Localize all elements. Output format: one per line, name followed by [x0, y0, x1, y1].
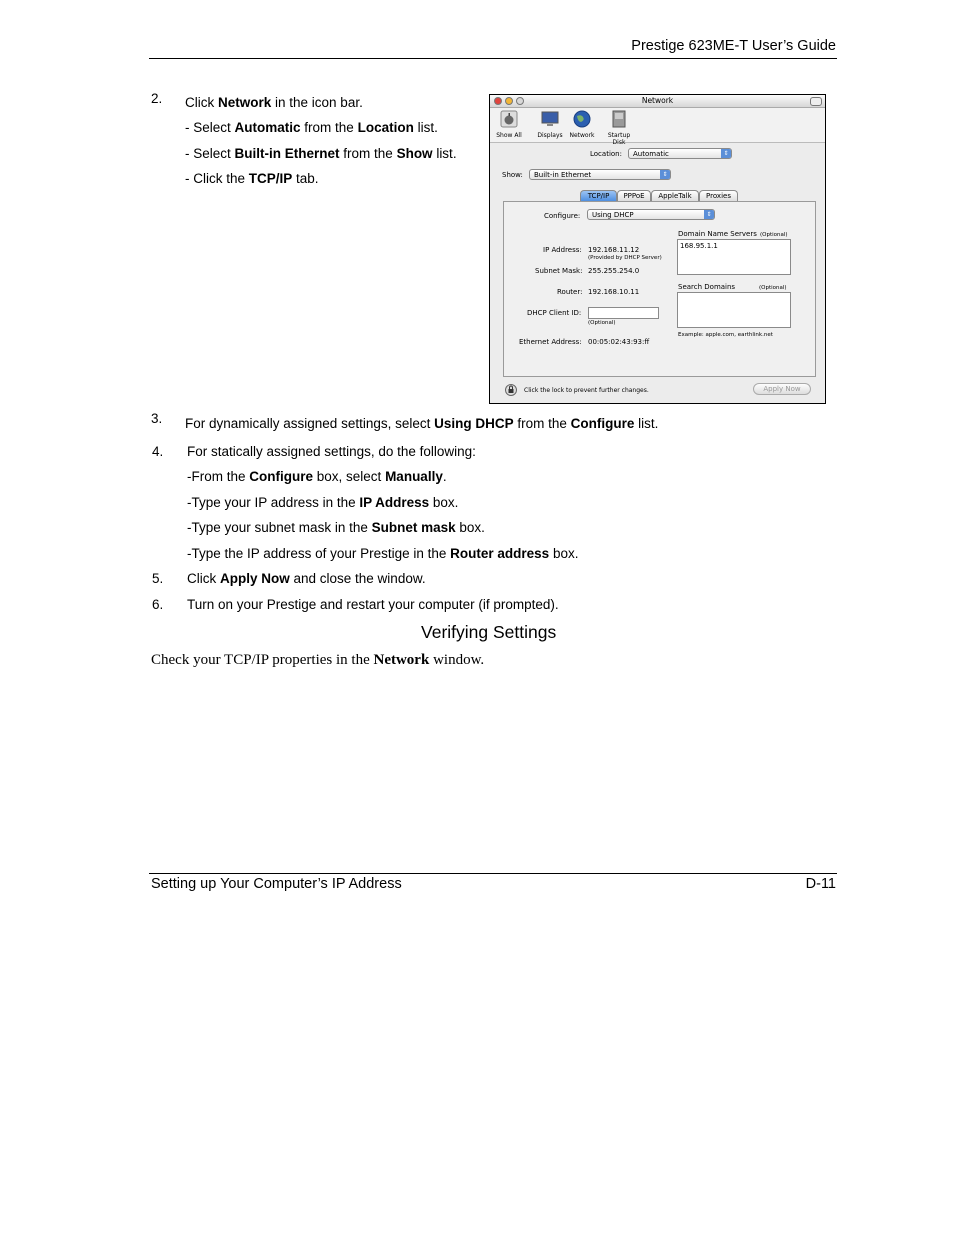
tab-appletalk[interactable]: AppleTalk: [651, 190, 699, 201]
dns-value: 168.95.1.1: [680, 242, 718, 250]
display-icon: [541, 110, 559, 128]
dhcp-client-id-note: (Optional): [588, 320, 616, 326]
header-rule: [149, 58, 837, 59]
show-popup[interactable]: [529, 169, 671, 180]
step-4-line-2: -From the Configure box, select Manually.: [187, 469, 447, 484]
toolbar-label: Displays: [537, 132, 563, 139]
location-value: Automatic: [633, 150, 669, 158]
show-value: Built-in Ethernet: [534, 171, 592, 179]
toolbar-label: Show All: [496, 132, 522, 139]
header-title: Prestige 623ME-T User’s Guide: [631, 38, 836, 54]
toolbar-label: Startup Disk: [607, 132, 631, 146]
toolbar-show-all[interactable]: [494, 110, 524, 139]
configure-label: Configure:: [544, 212, 581, 220]
network-window-screenshot: [489, 94, 826, 404]
search-domains-optional: (Optional): [759, 285, 787, 291]
globe-icon: [573, 110, 591, 128]
ethernet-address-label: Ethernet Address:: [519, 338, 582, 346]
dns-optional: (Optional): [760, 232, 788, 238]
configure-popup[interactable]: [587, 209, 715, 220]
ethernet-address-value: 00:05:02:43:93:ff: [588, 338, 650, 346]
chevron-updown-icon: ⇕: [721, 149, 731, 158]
footer-rule: [149, 873, 837, 874]
tab-proxies[interactable]: Proxies: [699, 190, 738, 201]
step-number: 2.: [151, 91, 163, 106]
subnet-mask-value: 255.255.254.0: [588, 267, 640, 275]
router-label: Router:: [557, 288, 583, 296]
tab-tcpip[interactable]: TCP/IP: [580, 190, 617, 201]
step-6-text: Turn on your Prestige and restart your computer (if prompted).: [187, 597, 559, 612]
window-titlebar: [490, 95, 825, 108]
ip-address-note: (Provided by DHCP Server): [588, 255, 662, 261]
lock-text: Click the lock to prevent further changes.: [524, 387, 649, 394]
step-number: 5.: [152, 571, 164, 586]
chevron-updown-icon: ⇕: [704, 210, 714, 219]
lock-icon[interactable]: [505, 384, 517, 396]
step-5-text: Click Apply Now and close the window.: [187, 571, 426, 586]
step-4-line-4: -Type your subnet mask in the Subnet mask box.: [187, 520, 485, 535]
chevron-updown-icon: ⇕: [660, 170, 670, 179]
show-label: Show:: [502, 171, 523, 179]
apply-now-button[interactable]: Apply Now: [753, 383, 811, 395]
disk-icon: [610, 110, 628, 128]
location-popup[interactable]: [628, 148, 732, 159]
tab-pppoe[interactable]: PPPoE: [617, 190, 651, 201]
footer-page-number: D-11: [805, 876, 836, 892]
search-domains-field[interactable]: [677, 292, 791, 328]
step-2-line-1: Click Network in the icon bar.: [185, 95, 363, 110]
step-4-line-5: -Type the IP address of your Prestige in the Router address box.: [187, 546, 579, 561]
footer-left: Setting up Your Computer’s IP Address: [151, 876, 402, 892]
window-title: Network: [641, 96, 674, 105]
router-value: 192.168.10.11: [588, 288, 640, 296]
step-2-line-2: - Select Automatic from the Location list.: [185, 120, 438, 135]
toolbar-network[interactable]: [567, 110, 597, 139]
step-4-line-1: For statically assigned settings, do the following:: [187, 444, 476, 459]
step-2-line-4: - Click the TCP/IP tab.: [185, 171, 319, 186]
step-number: 6.: [152, 597, 164, 612]
dns-label: Domain Name Servers: [678, 230, 757, 238]
step-2-line-3: - Select Built-in Ethernet from the Show list.: [185, 146, 457, 161]
icon-bar: [490, 108, 825, 146]
tcpip-panel: [503, 201, 816, 377]
configure-value: Using DHCP: [592, 211, 634, 219]
toolbar-startup-disk[interactable]: [604, 110, 634, 146]
toolbar-label: Network: [569, 132, 595, 139]
step-number: 3.: [151, 411, 163, 426]
toolbar-toggle-icon[interactable]: [810, 97, 822, 106]
search-domains-example: Example: apple.com, earthlink.net: [678, 332, 773, 338]
apple-icon: [500, 110, 518, 128]
search-domains-label: Search Domains: [678, 283, 736, 291]
step-3-text: For dynamically assigned settings, select Using DHCP from the Configure list.: [185, 416, 659, 431]
dhcp-client-id-input[interactable]: [588, 307, 659, 319]
step-4-line-3: -Type your IP address in the IP Address box.: [187, 495, 459, 510]
subnet-mask-label: Subnet Mask:: [535, 267, 583, 275]
body-paragraph: Check your TCP/IP properties in the Network window.: [151, 652, 485, 668]
step-number: 4.: [152, 444, 164, 459]
toolbar-displays[interactable]: [535, 110, 565, 139]
ip-address-value: 192.168.11.12: [588, 246, 640, 254]
dns-field[interactable]: [677, 239, 791, 275]
dhcp-client-id-label: DHCP Client ID:: [527, 309, 582, 317]
location-label: Location:: [590, 150, 622, 158]
section-heading: Verifying Settings: [421, 622, 557, 642]
ip-address-label: IP Address:: [543, 246, 582, 254]
